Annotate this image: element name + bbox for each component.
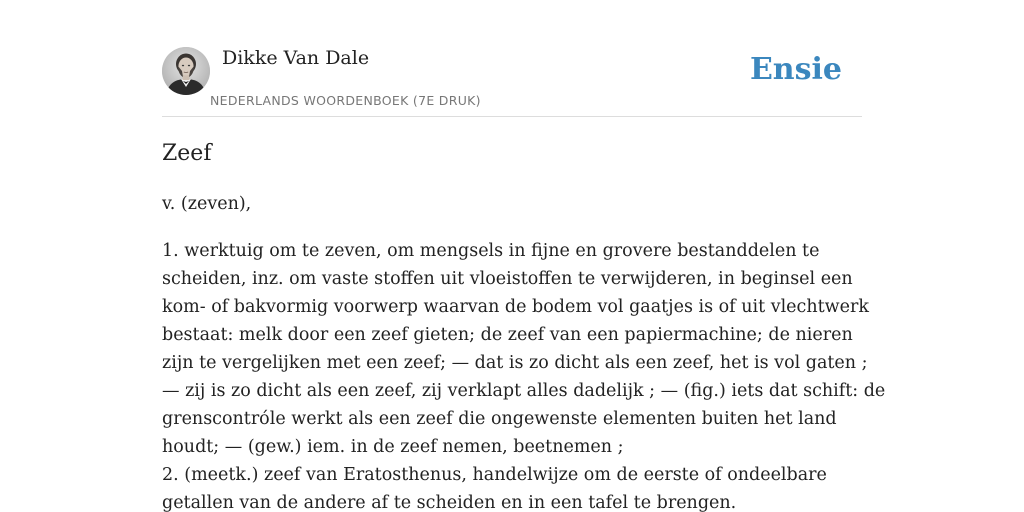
author-portrait-icon — [162, 47, 210, 95]
definition-line: bestaat: melk door een zeef gieten; de zeef van een papiermachine; de nieren — [162, 325, 853, 345]
ensie-logo[interactable]: Ensie — [749, 52, 842, 87]
entry-content — [162, 138, 886, 512]
author-name[interactable]: Dikke Van Dale — [222, 47, 370, 69]
definition-line: 1. werktuig om te zeven, om mengsels in fijne en grovere bestanddelen te — [162, 241, 820, 261]
entry-title: Zeef — [162, 141, 212, 166]
definition-line: kom- of bakvormig voorwerp waarvan de bodem vol gaatjes is of uit vlechtwerk — [162, 297, 869, 317]
definition-line: 2. (meetk.) zeef van Eratosthenus, handelwijze om de eerste of ondeelbare — [162, 465, 827, 485]
definition-line: zijn te vergelijken met een zeef; — dat is zo dicht als een zeef, het is vol gaten ; — [162, 353, 868, 373]
entry-grammar: v. (zeven), — [162, 194, 252, 214]
definition-line: getallen van de andere af te scheiden en in een tafel te brengen. — [162, 493, 737, 512]
entry-definition — [162, 237, 886, 512]
definition-line: — zij is zo dicht als een zeef, zij verklapt alles dadelijk ; — (fig.) iets dat schift: de — [162, 381, 886, 401]
definition-line: grenscontróle werkt als een zeef die ongewenste elementen buiten het land — [162, 409, 837, 429]
source-label[interactable]: NEDERLANDS WOORDENBOEK (7E DRUK) — [210, 93, 481, 108]
entry-header — [162, 44, 862, 117]
definition-line: houdt; — (gew.) iem. in de zeef nemen, beetnemen ; — [162, 437, 624, 457]
author-avatar[interactable] — [162, 47, 210, 95]
definition-line: scheiden, inz. om vaste stoffen uit vloeistoffen te verwijderen, in beginsel een — [162, 269, 853, 289]
